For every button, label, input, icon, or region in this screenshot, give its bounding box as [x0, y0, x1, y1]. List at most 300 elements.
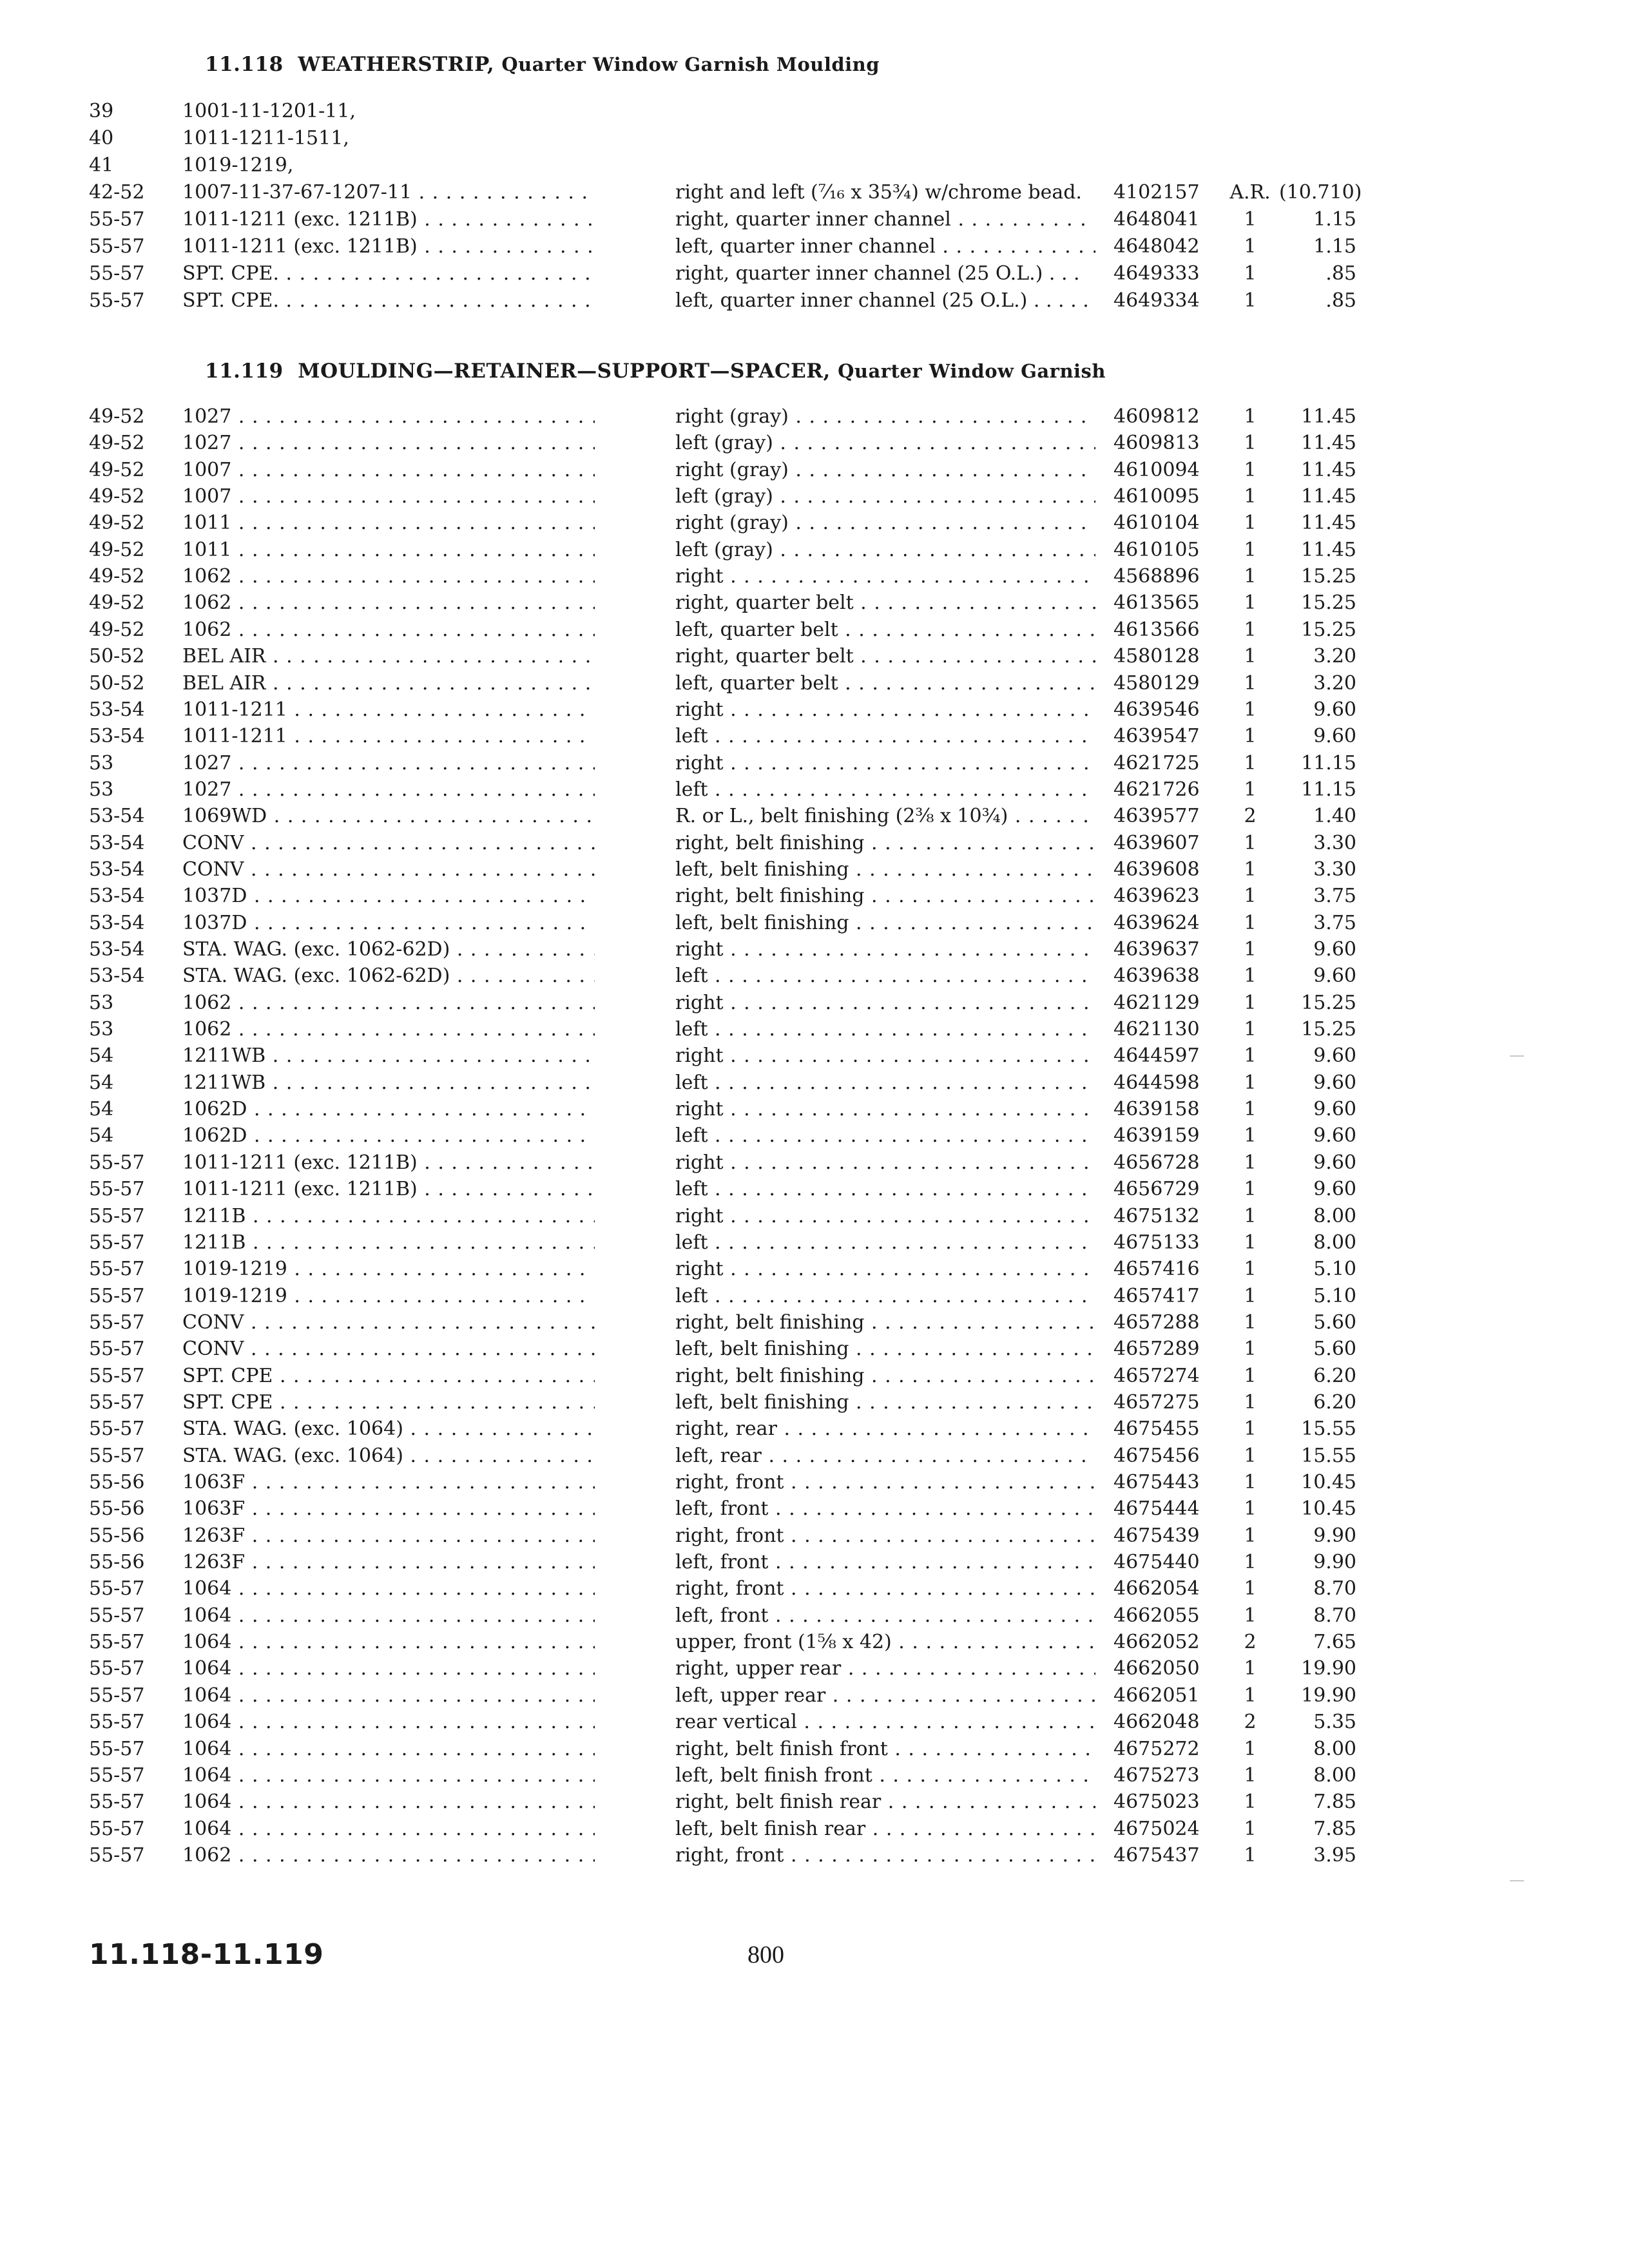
quantity-cell: 1	[1244, 1018, 1257, 1041]
table-row	[0, 152, 1629, 179]
model-cell: 1064 . . .	[182, 1762, 595, 1789]
quantity-cell: 2	[1244, 1631, 1257, 1653]
description-cell: right . . .	[675, 563, 1095, 590]
description-cell: left (gray) . . .	[675, 537, 1095, 564]
quantity-cell: 1	[1244, 778, 1257, 801]
price-cell: 11.45	[1301, 485, 1356, 508]
year-cell: 55-57	[89, 235, 145, 258]
model-cell: 1263F . . .	[182, 1549, 595, 1576]
quantity-cell: 1	[1244, 912, 1257, 934]
price-cell: 8.70	[1313, 1577, 1356, 1600]
description-cell: left (gray) . . .	[675, 430, 1095, 457]
model-cell: 1062 . . .	[182, 1842, 595, 1869]
year-cell: 49-52	[89, 539, 145, 561]
table-row	[0, 457, 1629, 484]
price-cell: 9.60	[1313, 1178, 1356, 1200]
description-cell: right, rear . . .	[675, 1416, 1095, 1443]
year-cell: 53-54	[89, 805, 145, 827]
model-cell: CONV . . .	[182, 1309, 595, 1336]
year-cell: 55-57	[89, 1604, 145, 1627]
part-number-cell: 4639623	[1113, 885, 1200, 907]
description-cell: right . . .	[675, 1256, 1095, 1283]
model-cell: 1064 . . .	[182, 1629, 595, 1656]
quantity-cell: 1	[1244, 1684, 1257, 1707]
table-row	[0, 483, 1629, 510]
year-cell: 53-54	[89, 965, 145, 987]
part-number-cell: 4649334	[1113, 289, 1200, 312]
model-cell: 1007 . . .	[182, 457, 595, 484]
description-cell: right, front . . .	[675, 1469, 1095, 1496]
table-row	[0, 125, 1629, 152]
year-cell: 55-57	[89, 1258, 145, 1280]
section-heading-11-119	[205, 360, 1106, 383]
part-number-cell: 4662050	[1113, 1657, 1200, 1680]
description-cell: right, belt finishing . . .	[675, 1363, 1095, 1390]
part-number-cell: 4639637	[1113, 938, 1200, 961]
part-number-cell: 4639547	[1113, 725, 1200, 747]
model-cell: 1011 . . .	[182, 510, 595, 537]
part-number-cell: 4621725	[1113, 752, 1200, 774]
price-cell: 7.85	[1313, 1791, 1356, 1813]
description-cell: left, belt finishing . . .	[675, 856, 1095, 883]
part-number-cell: 4662055	[1113, 1604, 1200, 1627]
model-cell: 1062D . . .	[182, 1096, 595, 1123]
quantity-cell: 1	[1244, 591, 1257, 614]
year-cell: 50-52	[89, 672, 145, 695]
part-number-cell: 4639638	[1113, 965, 1200, 987]
part-number-cell: 4675132	[1113, 1205, 1200, 1227]
table-row	[0, 697, 1629, 724]
description-cell: left, belt finish front . . .	[675, 1762, 1095, 1789]
part-number-cell: 4662048	[1113, 1711, 1200, 1733]
price-cell: 8.00	[1313, 1764, 1356, 1787]
part-number-cell: 4675439	[1113, 1524, 1200, 1547]
quantity-cell: 1	[1244, 289, 1257, 312]
table-row	[0, 1363, 1629, 1390]
quantity-cell: 1	[1244, 1791, 1257, 1813]
description-cell: right, quarter belt . . .	[675, 643, 1095, 670]
table-row	[0, 563, 1629, 590]
part-number-cell: 4639577	[1113, 805, 1200, 827]
quantity-cell: 1	[1244, 1657, 1257, 1680]
quantity-cell: 1	[1244, 725, 1257, 747]
table-row	[0, 1043, 1629, 1070]
price-cell: 9.90	[1313, 1524, 1356, 1547]
table-row	[0, 1256, 1629, 1283]
model-cell: CONV . . .	[182, 856, 595, 883]
table-row	[0, 1336, 1629, 1363]
model-cell: 1063F . . .	[182, 1469, 595, 1496]
quantity-cell: 1	[1244, 698, 1257, 721]
table-row	[0, 179, 1629, 206]
price-cell: 7.85	[1313, 1818, 1356, 1840]
price-cell: 11.45	[1301, 539, 1356, 561]
year-cell: 49-52	[89, 432, 145, 454]
price-cell: 11.15	[1301, 752, 1356, 774]
quantity-cell: 1	[1244, 1338, 1257, 1360]
year-cell: 53	[89, 752, 114, 774]
table-row	[0, 1789, 1629, 1816]
quantity-cell: 1	[1244, 1098, 1257, 1120]
model-cell: 1064 . . .	[182, 1789, 595, 1816]
part-number-cell: 4675024	[1113, 1818, 1200, 1840]
description-cell: right . . .	[675, 1043, 1095, 1070]
price-cell: 19.90	[1301, 1684, 1356, 1707]
model-cell: 1011-1211 (exc. 1211B) . . .	[182, 206, 595, 233]
price-cell: 15.25	[1301, 565, 1356, 588]
price-cell: 1.40	[1313, 805, 1356, 827]
description-cell: left, belt finishing . . .	[675, 1336, 1095, 1363]
price-cell: 3.95	[1313, 1844, 1356, 1867]
year-cell: 53-54	[89, 725, 145, 747]
description-cell: right, belt finishing . . .	[675, 883, 1095, 910]
part-number-cell: 4656729	[1113, 1178, 1200, 1200]
part-number-cell: 4644598	[1113, 1072, 1200, 1094]
part-number-cell: 4656728	[1113, 1151, 1200, 1174]
year-cell: 49-52	[89, 459, 145, 481]
quantity-cell: 1	[1244, 432, 1257, 454]
year-cell: 55-56	[89, 1471, 145, 1494]
description-cell: right, quarter belt . . .	[675, 590, 1095, 617]
table-row	[0, 1176, 1629, 1203]
description-cell: left, front . . .	[675, 1602, 1095, 1629]
table-row	[0, 1443, 1629, 1470]
price-cell: 15.55	[1301, 1445, 1356, 1467]
model-cell: 1211B . . .	[182, 1203, 595, 1230]
table-row	[0, 963, 1629, 990]
quantity-cell: 1	[1244, 1285, 1257, 1307]
description-cell: left (gray) . . .	[675, 483, 1095, 510]
model-cell: 1027 . . .	[182, 403, 595, 430]
part-number-cell: 4639607	[1113, 832, 1200, 854]
table-row	[0, 1070, 1629, 1097]
year-cell: 49-52	[89, 512, 145, 534]
price-cell: 1.15	[1313, 208, 1356, 231]
part-number-cell: 4675272	[1113, 1738, 1200, 1760]
year-cell: 55-57	[89, 1445, 145, 1467]
table-row	[0, 510, 1629, 537]
table-row	[0, 1389, 1629, 1416]
quantity-cell: 2	[1244, 805, 1257, 827]
table-row	[0, 1736, 1629, 1763]
description-cell: left . . .	[675, 723, 1095, 750]
price-cell: .85	[1325, 289, 1356, 312]
description-cell: left, quarter belt . . .	[675, 670, 1095, 697]
page-number: 800	[747, 1941, 784, 1968]
price-cell: 1.15	[1313, 235, 1356, 258]
price-cell: 3.20	[1313, 645, 1356, 668]
part-number-cell: 4609812	[1113, 405, 1200, 428]
quantity-cell: 1	[1244, 1577, 1257, 1600]
table-row	[0, 590, 1629, 617]
model-cell: SPT. CPE . . .	[182, 1389, 595, 1416]
year-cell: 53-54	[89, 698, 145, 721]
model-cell: 1062 . . .	[182, 563, 595, 590]
table-row	[0, 1283, 1629, 1310]
price-cell: 11.45	[1301, 432, 1356, 454]
year-cell: 55-57	[89, 1365, 145, 1387]
description-cell: right, belt finish rear . . .	[675, 1789, 1095, 1816]
part-number-cell: 4613566	[1113, 619, 1200, 641]
section-number: 11.119	[205, 360, 284, 383]
description-cell: right (gray) . . .	[675, 457, 1095, 484]
table-row	[0, 803, 1629, 830]
year-cell: 55-57	[89, 1657, 145, 1680]
description-cell: left . . .	[675, 1016, 1095, 1043]
table-row	[0, 723, 1629, 750]
table-row	[0, 1122, 1629, 1149]
model-cell: 1019-1219 . . .	[182, 1256, 595, 1283]
quantity-cell: 1	[1244, 672, 1257, 695]
part-number-cell: 4657274	[1113, 1365, 1200, 1387]
price-cell: 7.65	[1313, 1631, 1356, 1653]
year-cell: 55-57	[89, 1818, 145, 1840]
price-cell: 3.75	[1313, 912, 1356, 934]
model-cell: 1062D . . .	[182, 1122, 595, 1149]
part-number-cell: 4580129	[1113, 672, 1200, 695]
table-row	[0, 98, 1629, 125]
year-cell: 55-57	[89, 289, 145, 312]
price-cell: 15.25	[1301, 1018, 1356, 1041]
description-cell: right . . .	[675, 750, 1095, 777]
table-row	[0, 1816, 1629, 1843]
model-cell: 1063F . . .	[182, 1495, 595, 1523]
quantity-cell: 1	[1244, 965, 1257, 987]
description-cell: left . . .	[675, 1176, 1095, 1203]
table-row	[0, 750, 1629, 777]
quantity-cell: 1	[1244, 485, 1257, 508]
table-row	[0, 206, 1629, 233]
year-cell: 55-57	[89, 1205, 145, 1227]
table-row	[0, 910, 1629, 937]
price-cell: 9.60	[1313, 725, 1356, 747]
price-cell: (10.710)	[1279, 181, 1362, 204]
table-row	[0, 1416, 1629, 1443]
part-number-cell: 4639159	[1113, 1124, 1200, 1147]
price-cell: 9.60	[1313, 1098, 1356, 1120]
year-cell: 49-52	[89, 405, 145, 428]
model-cell: 1062 . . .	[182, 617, 595, 644]
part-number-cell: 4675437	[1113, 1844, 1200, 1867]
table-row	[0, 233, 1629, 260]
year-cell: 55-57	[89, 1311, 145, 1334]
description-cell: right, quarter inner channel . . .	[675, 206, 1095, 233]
year-cell: 53-54	[89, 858, 145, 881]
year-cell: 49-52	[89, 565, 145, 588]
table-row	[0, 287, 1629, 314]
part-number-cell: 4610095	[1113, 485, 1200, 508]
year-cell: 50-52	[89, 645, 145, 668]
part-number-cell: 4675440	[1113, 1551, 1200, 1573]
part-number-cell: 4621130	[1113, 1018, 1200, 1041]
year-cell: 53-54	[89, 885, 145, 907]
table-row	[0, 1842, 1629, 1869]
year-cell: 55-57	[89, 1151, 145, 1174]
part-number-cell: 4662051	[1113, 1684, 1200, 1707]
year-cell: 49-52	[89, 619, 145, 641]
model-cell: 1027 . . .	[182, 430, 595, 457]
quantity-cell: 1	[1244, 1445, 1257, 1467]
quantity-cell: 1	[1244, 1764, 1257, 1787]
model-cell: 1037D . . .	[182, 883, 595, 910]
part-number-cell: 4675444	[1113, 1497, 1200, 1520]
description-cell: right, front . . .	[675, 1842, 1095, 1869]
table-row	[0, 1682, 1629, 1709]
part-number-cell: 4621129	[1113, 992, 1200, 1014]
price-cell: 9.60	[1313, 1072, 1356, 1094]
quantity-cell: 1	[1244, 1418, 1257, 1440]
description-cell: rear vertical . . .	[675, 1709, 1095, 1736]
year-cell: 55-57	[89, 1684, 145, 1707]
year-cell: 53	[89, 992, 114, 1014]
part-number-cell: 4675133	[1113, 1231, 1200, 1254]
description-cell: right, front . . .	[675, 1575, 1095, 1602]
year-cell: 53-54	[89, 912, 145, 934]
table-row	[0, 403, 1629, 430]
year-cell: 55-56	[89, 1551, 145, 1573]
part-number-cell: 4102157	[1113, 181, 1200, 204]
description-cell: right, belt finishing . . .	[675, 830, 1095, 857]
price-cell: 9.60	[1313, 1124, 1356, 1147]
price-cell: 9.90	[1313, 1551, 1356, 1573]
model-cell: STA. WAG. (exc. 1062-62D) . . .	[182, 936, 595, 963]
quantity-cell: 1	[1244, 992, 1257, 1014]
part-number-cell: 4610094	[1113, 459, 1200, 481]
quantity-cell: 1	[1244, 1497, 1257, 1520]
model-cell: CONV . . .	[182, 1336, 595, 1363]
year-cell: 55-56	[89, 1497, 145, 1520]
table-row	[0, 617, 1629, 644]
price-cell: 9.60	[1313, 1044, 1356, 1067]
description-cell: R. or L., belt finishing (2⅜ x 10¾) . . .	[675, 803, 1095, 830]
table-row	[0, 776, 1629, 803]
year-cell: 41	[89, 154, 114, 177]
price-cell: 8.70	[1313, 1604, 1356, 1627]
price-cell: 5.60	[1313, 1338, 1356, 1360]
part-number-cell: 4675455	[1113, 1418, 1200, 1440]
table-row	[0, 1523, 1629, 1550]
description-cell: left, belt finishing . . .	[675, 1389, 1095, 1416]
price-cell: 9.60	[1313, 698, 1356, 721]
year-cell: 55-57	[89, 1711, 145, 1733]
part-number-cell: 4580128	[1113, 645, 1200, 668]
description-cell: right, quarter inner channel (25 O.L.) . . .	[675, 262, 1080, 285]
price-cell: 19.90	[1301, 1657, 1356, 1680]
model-cell: 1069WD . . .	[182, 803, 595, 830]
year-cell: 54	[89, 1072, 114, 1094]
part-number-cell: 4621726	[1113, 778, 1200, 801]
year-cell: 49-52	[89, 485, 145, 508]
model-cell: SPT. CPE. . . .	[182, 260, 595, 287]
price-cell: .85	[1325, 262, 1356, 285]
part-number-cell: 4613565	[1113, 591, 1200, 614]
model-cell: 1064 . . .	[182, 1816, 595, 1843]
table-row	[0, 1655, 1629, 1682]
model-cell: 1064 . . .	[182, 1709, 595, 1736]
quantity-cell: 2	[1244, 1711, 1257, 1733]
part-number-cell: 4610105	[1113, 539, 1200, 561]
price-cell: 15.25	[1301, 619, 1356, 641]
description-cell: right . . .	[675, 936, 1095, 963]
part-number-cell: 4644597	[1113, 1044, 1200, 1067]
model-cell: 1011-1211 (exc. 1211B) . . .	[182, 1176, 595, 1203]
quantity-cell: 1	[1244, 885, 1257, 907]
table-row	[0, 1495, 1629, 1523]
quantity-cell: 1	[1244, 1151, 1257, 1174]
model-cell: 1011-1211 (exc. 1211B) . . .	[182, 1149, 595, 1177]
part-number-cell: 4648042	[1113, 235, 1200, 258]
year-cell: 55-57	[89, 208, 145, 231]
quantity-cell: 1	[1244, 1072, 1257, 1094]
table-row	[0, 1469, 1629, 1496]
year-cell: 55-57	[89, 1231, 145, 1254]
description-cell: left . . .	[675, 1070, 1095, 1097]
table-row	[0, 936, 1629, 963]
part-number-cell: 4662054	[1113, 1577, 1200, 1600]
price-cell: 8.00	[1313, 1231, 1356, 1254]
part-number-cell: 4675443	[1113, 1471, 1200, 1494]
part-number-cell: 4639624	[1113, 912, 1200, 934]
quantity-cell: 1	[1244, 619, 1257, 641]
model-cell: BEL AIR . . .	[182, 670, 595, 697]
description-cell: left, belt finish rear . . .	[675, 1816, 1095, 1843]
description-cell: right, front . . .	[675, 1523, 1095, 1550]
quantity-cell: 1	[1244, 405, 1257, 428]
quantity-cell: 1	[1244, 1471, 1257, 1494]
quantity-cell: 1	[1244, 1365, 1257, 1387]
price-cell: 5.10	[1313, 1258, 1356, 1280]
price-cell: 15.25	[1301, 591, 1356, 614]
year-cell: 55-57	[89, 1285, 145, 1307]
model-cell: 1011 . . .	[182, 537, 595, 564]
table-row	[0, 1203, 1629, 1230]
model-cell: 1064 . . .	[182, 1736, 595, 1763]
quantity-cell: 1	[1244, 1044, 1257, 1067]
year-cell: 55-57	[89, 1764, 145, 1787]
year-cell: 55-57	[89, 1577, 145, 1600]
year-cell: 55-57	[89, 262, 145, 285]
model-cell: CONV . . .	[182, 830, 595, 857]
quantity-cell: 1	[1244, 262, 1257, 285]
table-row	[0, 1016, 1629, 1043]
price-cell: 5.60	[1313, 1311, 1356, 1334]
description-cell: right . . .	[675, 1203, 1095, 1230]
model-cell: 1064 . . .	[182, 1682, 595, 1709]
description-cell: left . . .	[675, 1229, 1095, 1256]
price-cell: 8.00	[1313, 1738, 1356, 1760]
year-cell: 53-54	[89, 832, 145, 854]
price-cell: 10.45	[1301, 1471, 1356, 1494]
model-cell: 1019-1219 . . .	[182, 1283, 595, 1310]
part-number-cell: 4657275	[1113, 1391, 1200, 1414]
description-cell: left, rear . . .	[675, 1443, 1095, 1470]
model-cell: 1027 . . .	[182, 776, 595, 803]
section-heading-11-118	[205, 53, 880, 76]
description-cell: right (gray) . . .	[675, 403, 1095, 430]
quantity-cell: 1	[1244, 1844, 1257, 1867]
section-title: WEATHERSTRIP,	[298, 53, 495, 76]
quantity-cell: 1	[1244, 208, 1257, 231]
quantity-cell: 1	[1244, 645, 1257, 668]
description-cell: right . . .	[675, 990, 1095, 1017]
model-cell: 1011-1211-1511,	[182, 127, 349, 149]
table-row	[0, 1629, 1629, 1656]
description-cell: right, belt finish front . . .	[675, 1736, 1095, 1763]
margin-mark	[1510, 1880, 1524, 1881]
quantity-cell: 1	[1244, 565, 1257, 588]
year-cell: 55-57	[89, 1178, 145, 1200]
section-subtitle: Quarter Window Garnish	[838, 360, 1106, 382]
